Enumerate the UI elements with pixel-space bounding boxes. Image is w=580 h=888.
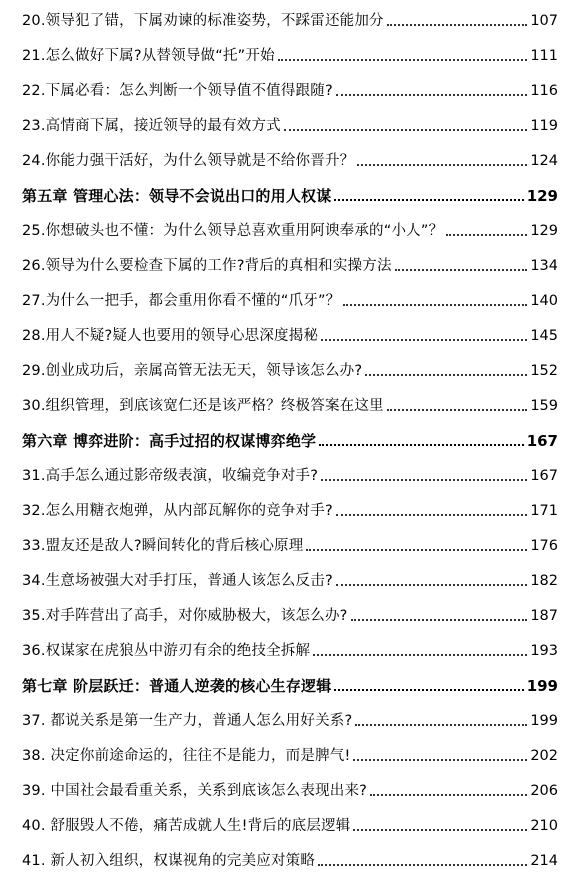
- toc-page-number: 159: [530, 398, 558, 414]
- toc-page-number: 107: [530, 13, 558, 29]
- toc-entry[interactable]: [22, 742, 558, 766]
- toc-entry[interactable]: [22, 847, 558, 871]
- dot-leader: [334, 199, 523, 201]
- toc-page-number: 134: [530, 258, 558, 274]
- toc-entry-title: 37. 都说关系是第一生产力，普通人怎么用好关系?: [22, 713, 353, 729]
- toc-entry-title: 34.生意场被强大对手打压，普通人该怎么反击?: [22, 573, 333, 589]
- toc-chapter-title: 第五章 管理心法：领导不会说出口的用人权谋: [22, 187, 332, 205]
- toc-entry[interactable]: [22, 287, 558, 311]
- toc-page-number: 167: [526, 432, 558, 450]
- toc-chapter-heading[interactable]: [22, 672, 558, 696]
- toc-page-number: 116: [530, 83, 558, 99]
- toc-entry-title: 38. 决定你前途命运的，往往不是能力，而是脾气!: [22, 748, 351, 764]
- toc-entry[interactable]: [22, 7, 558, 31]
- toc-page-number: 140: [530, 293, 558, 309]
- dot-leader: [313, 654, 527, 656]
- toc-page-number: 199: [530, 713, 558, 729]
- toc-page-number: 193: [530, 643, 558, 659]
- dot-leader: [370, 794, 527, 796]
- toc-entry[interactable]: [22, 707, 558, 731]
- toc-chapter-heading[interactable]: [22, 182, 558, 206]
- toc-entry[interactable]: [22, 777, 558, 801]
- toc-page-number: 199: [526, 677, 558, 695]
- toc-entry-title: 28.用人不疑?疑人也要用的领导心思深度揭秘: [22, 328, 319, 344]
- toc-entry[interactable]: [22, 532, 558, 556]
- toc-entry[interactable]: [22, 77, 558, 101]
- dot-leader: [336, 514, 527, 516]
- toc-entry-title: 22.下属必看：怎么判断一个领导值不值得跟随?: [22, 83, 333, 99]
- dot-leader: [319, 444, 523, 446]
- toc-page-number: 206: [530, 783, 558, 799]
- dot-leader: [278, 59, 528, 61]
- dot-leader: [321, 339, 527, 341]
- dot-leader: [446, 234, 527, 236]
- dot-leader: [351, 619, 528, 621]
- toc-entry-title: 39. 中国社会最看重关系，关系到底该怎么表现出来?: [22, 783, 368, 799]
- toc-page-number: 187: [530, 608, 558, 624]
- toc-page-number: 210: [530, 818, 558, 834]
- toc-entry-title: 24.你能力强干活好，为什么领导就是不给你晋升？: [22, 153, 355, 169]
- dot-leader: [355, 724, 527, 726]
- toc-entry[interactable]: [22, 462, 558, 486]
- toc-chapter-heading[interactable]: [22, 427, 558, 451]
- toc-entry[interactable]: [22, 637, 558, 661]
- toc-entry-title: 30.组织管理，到底该宽仁还是该严格？终极答案在这里: [22, 398, 384, 414]
- toc-chapter-title: 第七章 阶层跃迁：普通人逆袭的核心生存逻辑: [22, 677, 332, 695]
- toc-entry-title: 31.高手怎么通过影帝级表演，收编竞争对手?: [22, 468, 319, 484]
- toc-entry-title: 33.盟友还是敌人?瞬间转化的背后核心原理: [22, 538, 304, 554]
- toc-page-number: 129: [526, 187, 558, 205]
- dot-leader: [353, 829, 527, 831]
- dot-leader: [318, 864, 527, 866]
- toc-entry-title: 21.怎么做好下属?从替领导做“托”开始: [22, 48, 275, 64]
- dot-leader: [387, 409, 528, 411]
- toc-entry-title: 23.高情商下属，接近领导的最有效方式: [22, 118, 281, 134]
- toc-page-number: 171: [530, 503, 558, 519]
- toc-entry-title: 27.为什么一把手，都会重用你看不懂的“爪牙”？: [22, 293, 341, 309]
- dot-leader: [284, 129, 527, 131]
- dot-leader: [343, 304, 527, 306]
- toc-entry-title: 36.权谋家在虎狼丛中游刃有余的绝技全拆解: [22, 643, 311, 659]
- toc-entry[interactable]: [22, 112, 558, 136]
- dot-leader: [306, 549, 527, 551]
- dot-leader: [387, 24, 528, 26]
- toc-page-number: 111: [530, 48, 558, 64]
- toc-page-number: 129: [530, 223, 558, 239]
- toc-page-number: 145: [530, 328, 558, 344]
- toc-entry[interactable]: [22, 602, 558, 626]
- dot-leader: [395, 269, 528, 271]
- toc-entry[interactable]: [22, 392, 558, 416]
- dot-leader: [321, 479, 527, 481]
- toc-page-number: 124: [530, 153, 558, 169]
- toc-entry-title: 41. 新人初入组织，权谋视角的完美应对策略: [22, 853, 316, 869]
- toc-entry-title: 35.对手阵营出了高手，对你威胁极大，该怎么办?: [22, 608, 348, 624]
- toc-entry[interactable]: [22, 497, 558, 521]
- dot-leader: [357, 164, 527, 166]
- toc-page-number: 119: [530, 118, 558, 134]
- dot-leader: [353, 759, 527, 761]
- toc-page-number: 182: [530, 573, 558, 589]
- toc-entry[interactable]: [22, 42, 558, 66]
- toc-entry[interactable]: [22, 147, 558, 171]
- toc-entry-title: 20.领导犯了错，下属劝谏的标准姿势，不踩雷还能加分: [22, 13, 384, 29]
- toc-entry[interactable]: [22, 217, 558, 241]
- toc-page-number: 202: [530, 748, 558, 764]
- toc-page-number: 176: [530, 538, 558, 554]
- toc-entry-title: 40. 舒服毁人不倦，痛苦成就人生!背后的底层逻辑: [22, 818, 351, 834]
- toc-entry[interactable]: [22, 357, 558, 381]
- toc-page-number: 167: [530, 468, 558, 484]
- toc-entry-title: 29.创业成功后，亲属高管无法无天，领导该怎么办?: [22, 363, 363, 379]
- toc-entry-title: 25.你想破头也不懂：为什么领导总喜欢重用阿谀奉承的“小人”？: [22, 223, 444, 239]
- dot-leader: [336, 94, 527, 96]
- dot-leader: [365, 374, 527, 376]
- toc-entry-title: 26.领导为什么要检查下属的工作?背后的真相和实操方法: [22, 258, 392, 274]
- dot-leader: [336, 584, 527, 586]
- toc-chapter-title: 第六章 博弈进阶：高手过招的权谋博弈绝学: [22, 432, 317, 450]
- toc-entry[interactable]: [22, 322, 558, 346]
- toc-page-number: 152: [530, 363, 558, 379]
- toc-page-number: 214: [530, 853, 558, 869]
- toc-entry[interactable]: [22, 812, 558, 836]
- toc-entry[interactable]: [22, 252, 558, 276]
- dot-leader: [334, 689, 523, 691]
- toc-entry-title: 32.怎么用糖衣炮弹，从内部瓦解你的竞争对手?: [22, 503, 333, 519]
- toc-entry[interactable]: [22, 567, 558, 591]
